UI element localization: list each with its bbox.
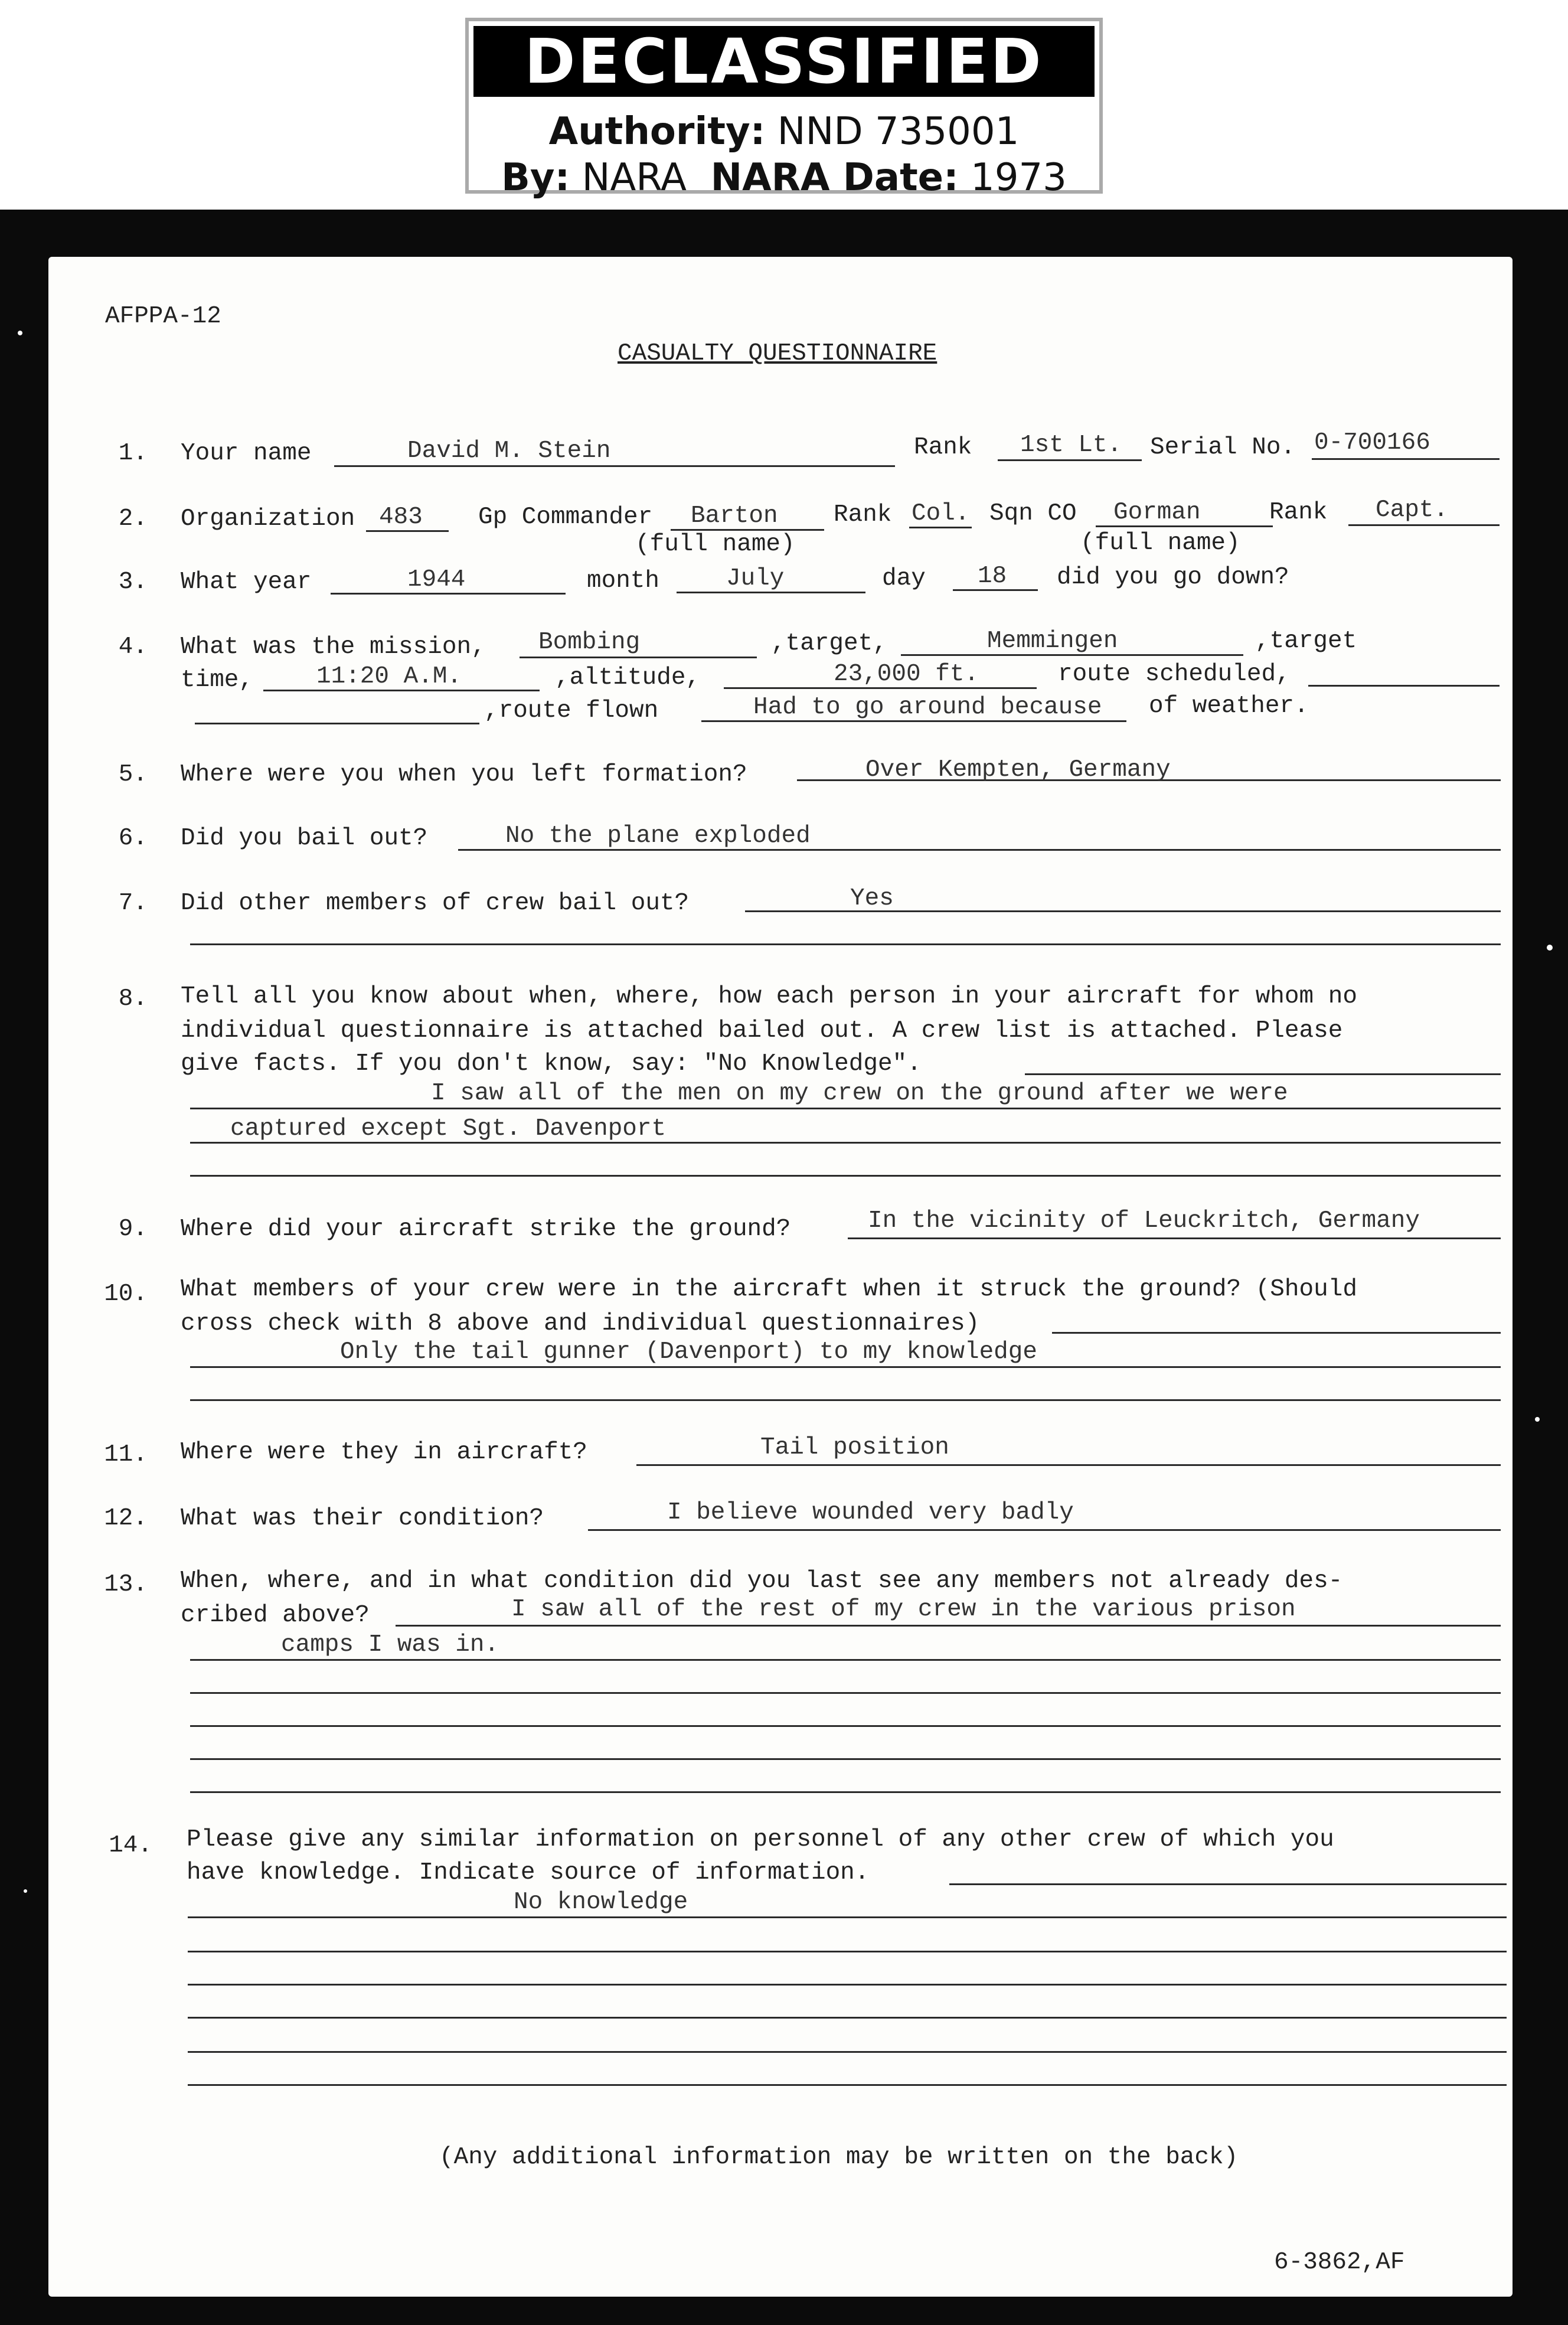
q13-answer-1: I saw all of the rest of my crew in the various prison — [511, 1596, 1296, 1623]
q4-target-label: ,target, — [771, 630, 887, 657]
scan-speck — [1535, 1417, 1540, 1422]
q5-label: Where were you when you left formation? — [181, 761, 747, 788]
q1-serial-label: Serial No. — [1150, 434, 1296, 461]
q9-line — [848, 1237, 1501, 1239]
q4-target2-label: ,target — [1255, 628, 1357, 655]
q14-line-a — [949, 1883, 1507, 1885]
scan-speck — [1547, 945, 1553, 951]
stamp-authority-line — [469, 110, 1099, 154]
q3-number: 3. — [118, 569, 148, 596]
q4-altitude: 23,000 ft. — [834, 661, 979, 688]
stamp-date-value: 1973 — [971, 156, 1067, 200]
q1-name: David M. Stein — [407, 437, 611, 465]
q9-number: 9. — [118, 1216, 148, 1243]
q13-line-b — [190, 1659, 1501, 1661]
scan-speck — [24, 1889, 27, 1893]
q2-sqn-co: Gorman — [1113, 499, 1201, 526]
q4-route-scheduled-line — [1308, 685, 1500, 687]
q2-sqn-rank: Capt. — [1376, 497, 1449, 524]
q2-gp-rank: Col. — [912, 500, 970, 527]
stamp-by-value: NARA — [582, 156, 687, 200]
stamp-by-line — [469, 156, 1099, 200]
q2-rank-label: Rank — [834, 501, 892, 528]
q4-route-scheduled-label: route scheduled, — [1058, 661, 1291, 688]
q1-serial-line — [1312, 458, 1500, 460]
q14-number: 14. — [109, 1832, 152, 1859]
q4-route-tail: of weather. — [1149, 693, 1309, 720]
q8-line-3: give facts. If you don't know, say: "No Knowledge". — [181, 1050, 922, 1077]
q14-line-b — [188, 1916, 1507, 1918]
q2-rank2-label: Rank — [1269, 499, 1328, 526]
q13-line-d — [190, 1725, 1501, 1727]
q13-line-2: cribed above? — [181, 1602, 370, 1629]
q4-time: 11:20 A.M. — [316, 663, 462, 690]
q3-month: July — [726, 565, 785, 592]
q2-gp-label: Gp Commander — [478, 504, 653, 531]
q6-number: 6. — [118, 825, 148, 852]
q10-line-a — [1052, 1332, 1501, 1334]
form-title: CASUALTY QUESTIONNAIRE — [618, 340, 937, 367]
q10-line-2: cross check with 8 above and individual questionnaires) — [181, 1310, 980, 1337]
q3-month-label: month — [587, 567, 660, 595]
q11-number: 11. — [104, 1441, 148, 1468]
q2-org: 483 — [379, 504, 423, 531]
q10-line-1: What members of your crew were in the aircraft when it struck the ground? (Should — [181, 1276, 1357, 1303]
q1-rank-line — [998, 459, 1142, 461]
footer-note: (Any additional information may be written on the back) — [439, 2144, 1239, 2171]
q14-line-g — [188, 2084, 1507, 2086]
q13-number: 13. — [104, 1571, 148, 1598]
q10-answer: Only the tail gunner (Davenport) to my knowledge — [340, 1338, 1037, 1366]
q6-label: Did you bail out? — [181, 825, 428, 852]
q4-altitude-label: ,altitude, — [555, 664, 701, 691]
q7-answer: Yes — [850, 885, 894, 912]
q13-line-e — [190, 1758, 1501, 1760]
q1-serial: 0-700166 — [1314, 429, 1430, 456]
declassified-stamp — [465, 18, 1103, 200]
q6-answer: No the plane exploded — [505, 822, 811, 850]
q2-full-name-note-2: (full name) — [1080, 530, 1240, 557]
q8-answer-1: I saw all of the men on my crew on the ground after we were — [431, 1080, 1288, 1107]
q7-number: 7. — [118, 890, 148, 917]
q13-line-f — [190, 1791, 1501, 1793]
q8-number: 8. — [118, 985, 148, 1013]
q14-line-f — [188, 2051, 1507, 2053]
q4-mission-line — [520, 657, 757, 658]
q13-line-1: When, where, and in what condition did you last see any members not already des- — [181, 1568, 1343, 1595]
q12-label: What was their condition? — [181, 1505, 544, 1532]
q4-label: What was the mission, — [181, 634, 486, 661]
q10-number: 10. — [104, 1281, 148, 1308]
q3-label: What year — [181, 569, 312, 596]
stamp-authority-value: NND 735001 — [777, 110, 1020, 154]
form-code: AFPPA-12 — [105, 303, 221, 330]
q14-line-d — [188, 1984, 1507, 1986]
q1-rank-label: Rank — [914, 434, 972, 461]
stamp-by-label: By: — [501, 156, 570, 200]
q3-day-label: day — [882, 565, 926, 592]
stamp-title: DECLASSIFIED — [473, 26, 1095, 97]
q12-number: 12. — [104, 1505, 148, 1532]
q2-gp-commander: Barton — [691, 502, 778, 530]
q14-line-1: Please give any similar information on personnel of any other crew of which you — [187, 1826, 1334, 1853]
q12-line — [588, 1529, 1501, 1531]
q4-route-flown-label: ,route flown — [484, 697, 659, 724]
q11-label: Where were they in aircraft? — [181, 1439, 587, 1466]
q4-time-label: time, — [181, 667, 254, 694]
q14-answer: No knowledge — [514, 1889, 688, 1916]
stamp-authority-label: Authority: — [548, 110, 766, 154]
q8-line-1: Tell all you know about when, where, how each person in your aircraft for whom no — [181, 983, 1357, 1010]
stamp-date-label: NARA Date: — [710, 156, 959, 200]
q8-answer-2: captured except Sgt. Davenport — [230, 1115, 667, 1142]
scan-speck — [18, 331, 22, 335]
q11-line — [636, 1464, 1501, 1466]
q2-full-name-note-1: (full name) — [635, 531, 795, 558]
q10-line-c — [190, 1399, 1501, 1401]
form-number: 6-3862,AF — [1274, 2249, 1405, 2276]
q5-answer: Over Kempten, Germany — [865, 756, 1171, 783]
q14-line-2: have knowledge. Indicate source of information. — [187, 1859, 870, 1886]
q1-rank: 1st Lt. — [1020, 432, 1122, 459]
q4-route-scheduled-line-2 — [195, 723, 479, 724]
q1-number: 1. — [118, 440, 148, 467]
q4-mission: Bombing — [538, 629, 641, 656]
q1-label: Your name — [181, 440, 312, 467]
q1-name-line — [334, 465, 895, 467]
q11-answer: Tail position — [760, 1434, 949, 1461]
q2-label: Organization — [181, 505, 355, 533]
q2-sqn-label: Sqn CO — [989, 500, 1077, 527]
q9-label: Where did your aircraft strike the ground? — [181, 1216, 791, 1243]
q3-tail: did you go down? — [1057, 564, 1289, 591]
q8-line-d — [190, 1175, 1501, 1177]
q8-line-a — [1025, 1073, 1501, 1075]
q8-line-2: individual questionnaire is attached bailed out. A crew list is attached. Please — [181, 1017, 1343, 1044]
q12-answer: I believe wounded very badly — [667, 1499, 1074, 1526]
q13-line-c — [190, 1692, 1501, 1694]
q7-label: Did other members of crew bail out? — [181, 890, 690, 917]
q13-answer-2: camps I was in. — [281, 1631, 499, 1658]
q5-number: 5. — [118, 761, 148, 788]
q9-answer: In the vicinity of Leuckritch, Germany — [868, 1207, 1420, 1235]
q2-number: 2. — [118, 505, 148, 533]
q8-line-b — [190, 1108, 1501, 1109]
q13-line-a — [396, 1625, 1501, 1627]
q7-line-2 — [190, 943, 1501, 945]
q14-line-e — [188, 2017, 1507, 2019]
q4-target: Memmingen — [987, 628, 1118, 655]
q14-line-c — [188, 1951, 1507, 1952]
q2-sqn-rank-line — [1348, 524, 1500, 526]
q10-line-b — [190, 1366, 1501, 1368]
q4-route-flown: Had to go around because — [753, 694, 1102, 721]
q3-day: 18 — [978, 563, 1007, 590]
q3-year: 1944 — [407, 566, 466, 593]
q4-number: 4. — [118, 634, 148, 661]
